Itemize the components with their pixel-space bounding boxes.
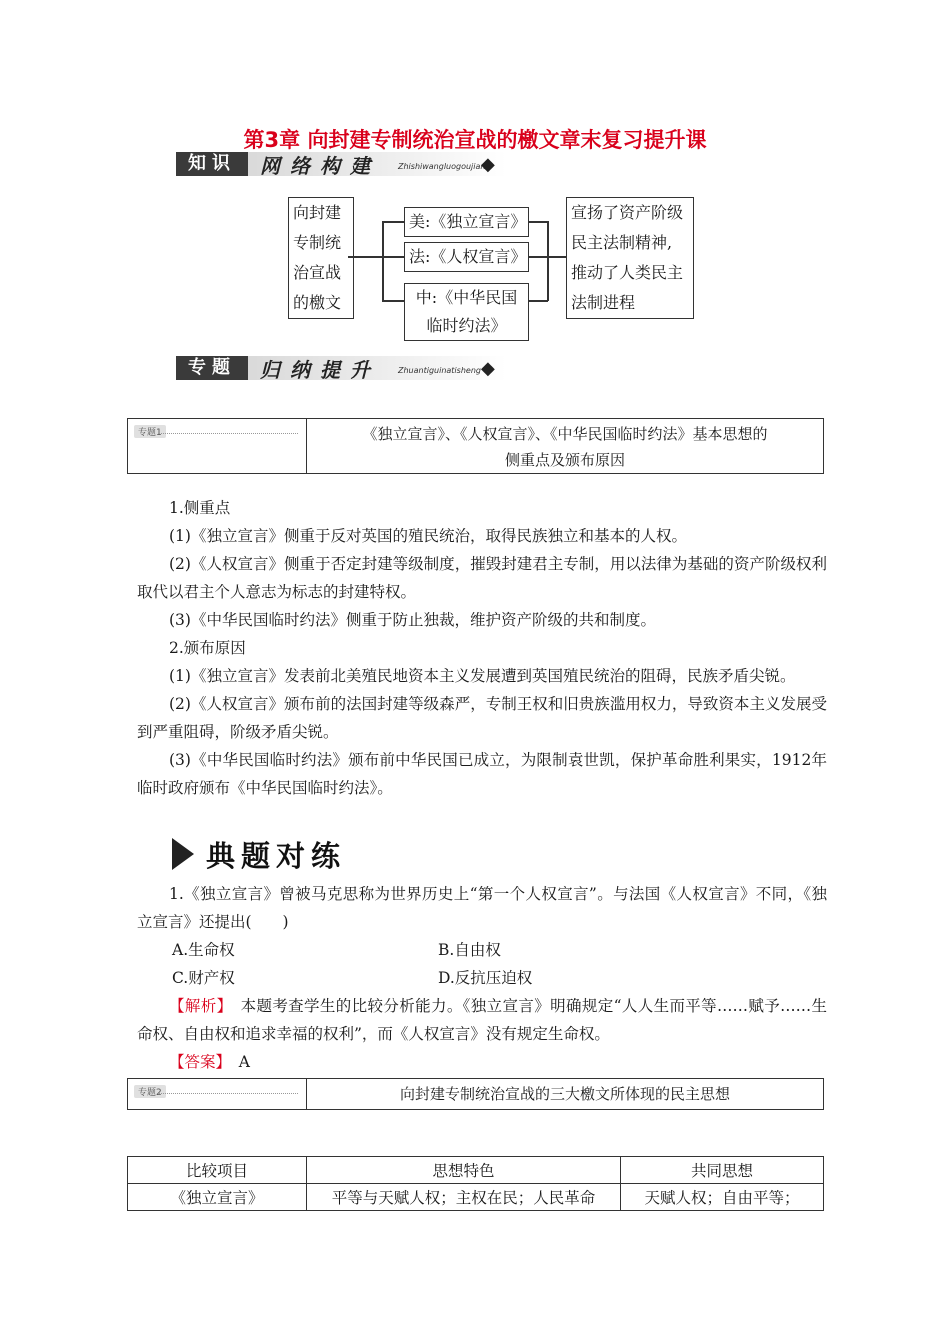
banner-tag: 知识: [176, 152, 248, 176]
diagram-left-box: [288, 197, 354, 319]
diagram-cn-box: [404, 283, 529, 341]
diagram-right-box: [566, 197, 694, 319]
subheading: 1.侧重点: [169, 499, 231, 517]
question-text: 1.《独立宣言》曾被马克思称为世界历史上“第一个人权宣言”。与法国《人权宣言》不同，《独立宣言》还提出( ): [137, 885, 827, 931]
connector-line: [382, 221, 404, 223]
banner-title: 归纳提升: [260, 358, 380, 382]
diagram-right-line: 推动了人类民主: [571, 263, 684, 282]
diagram-right-line: 宣扬了资产阶级: [571, 203, 684, 222]
diagram-us-box: 美:《独立宣言》: [404, 207, 529, 237]
topic-chip: 专题2: [134, 1085, 166, 1098]
option-c: C.财产权: [172, 969, 235, 987]
analysis-text: 本题考查学生的比较分析能力。《独立宣言》明确规定“人人生而平等……赋予……生命权、自由权和追求幸福的权利”，而《人权宣言》没有规定生命权。: [137, 997, 827, 1043]
option-d: D.反抗压迫权: [438, 969, 533, 987]
option-a: A.生命权: [172, 941, 235, 959]
triangle-icon: [172, 838, 194, 870]
topic-1-body: [137, 494, 827, 802]
banner-arrow-icon: ◆: [481, 358, 495, 379]
diagram-left-line: 专制统: [293, 233, 342, 252]
topic-chip: 专题1: [134, 425, 166, 438]
banner-pinyin: Zhuantiguinatisheng: [398, 366, 481, 375]
diagram-cn-line: 中:《中华民国: [415, 288, 518, 307]
banner-tag: 专题: [176, 356, 248, 380]
diagram-fr-box: 法:《人权宣言》: [404, 242, 529, 272]
page-title: 第3章 向封建专制统治宣战的檄文章末复习提升课: [243, 128, 707, 152]
paragraph: (2)《人权宣言》颁布前的法国封建等级森严，专制王权和旧贵族滥用权力，导致资本主义发展受到严重阻碍，阶级矛盾尖锐。: [137, 695, 827, 741]
table-header: 比较项目: [128, 1157, 307, 1184]
topic-2-title: 向封建专制统治宣战的三大檄文所体现的民主思想: [399, 1085, 730, 1103]
topic-1-title-line1: 《独立宣言》、《人权宣言》、《中华民国临时约法》基本思想的: [362, 425, 768, 443]
topic-2-header: [127, 1078, 824, 1110]
table-header: 思想特色: [307, 1157, 621, 1184]
comparison-table: [127, 1156, 824, 1211]
connector-line: [382, 300, 404, 302]
connector-line: [528, 256, 548, 258]
practice-heading: 典题对练: [172, 834, 382, 872]
diagram-left-line: 治宣战: [293, 263, 342, 282]
connector-line: [547, 221, 549, 301]
table-cell: 平等与天赋人权；主权在民；人民革命: [307, 1184, 621, 1211]
table-cell: 天赋人权；自由平等；: [621, 1184, 824, 1211]
diagram-cn-line: 临时约法》: [426, 316, 507, 335]
section-banner-topics: [176, 352, 516, 384]
paragraph: (1)《独立宣言》发表前北美殖民地资本主义发展遭到英国殖民统治的阻碍，民族矛盾尖锐。: [169, 667, 796, 685]
table-header-row: [128, 1157, 824, 1184]
paragraph: (2)《人权宣言》侧重于否定封建等级制度，摧毁封建君主专制，用以法律为基础的资产阶级权利取代以君主个人意志为标志的封建特权。: [137, 555, 827, 601]
connector-line: [348, 256, 382, 258]
table-row: [128, 1184, 824, 1211]
paragraph: (3)《中华民国临时约法》侧重于防止独裁，维护资产阶级的共和制度。: [169, 611, 656, 629]
topic-1-header: [127, 418, 824, 474]
subheading: 2.颁布原因: [169, 639, 246, 657]
section-banner-knowledge: [176, 148, 516, 180]
paragraph: (3)《中华民国临时约法》颁布前中华民国已成立，为限制袁世凯，保护革命胜利果实，1912年临时政府颁布《中华民国临时约法》。: [137, 751, 827, 797]
connector-line: [382, 221, 384, 301]
answer-text: A: [238, 1053, 250, 1071]
table-header: 共同思想: [621, 1157, 824, 1184]
topic-1-title-line2: 侧重点及颁布原因: [504, 451, 625, 469]
analysis: [137, 992, 827, 1048]
answer: [137, 1048, 827, 1076]
answer-tag: 【答案】: [169, 1053, 224, 1071]
diagram-left-line: 向封建: [293, 203, 342, 222]
connector-line: [547, 256, 567, 258]
table-cell: 《独立宣言》: [128, 1184, 307, 1211]
banner-arrow-icon: ◆: [481, 154, 495, 175]
banner-pinyin: Zhishiwangluogoujian: [398, 162, 486, 171]
analysis-tag: 【解析】: [169, 997, 225, 1015]
banner-title: 网络构建: [260, 154, 380, 178]
paragraph: (1)《独立宣言》侧重于反对英国的殖民统治，取得民族独立和基本的人权。: [169, 527, 687, 545]
diagram-right-line: 法制进程: [571, 293, 636, 312]
connector-line: [382, 256, 404, 258]
diagram-left-line: 的檄文: [293, 293, 342, 312]
option-b: B.自由权: [438, 941, 501, 959]
connector-line: [528, 221, 548, 223]
connector-line: [528, 300, 548, 302]
question-1: [137, 880, 827, 936]
diagram-right-line: 民主法制精神,: [571, 233, 673, 252]
